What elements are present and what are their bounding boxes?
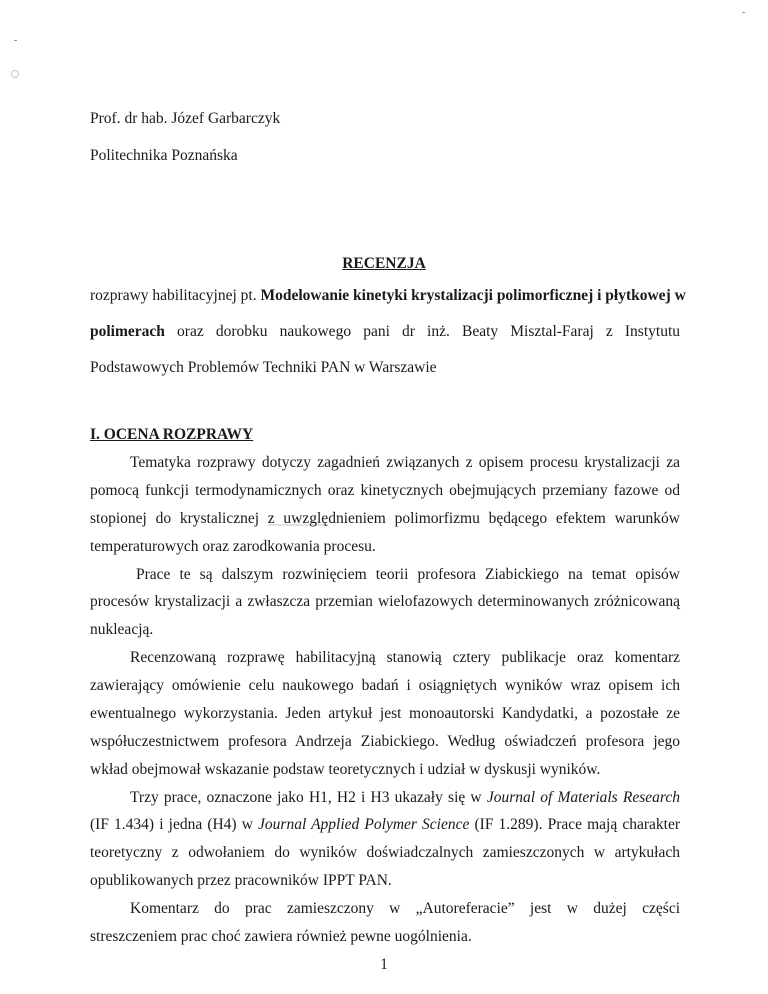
para4-line-1 xyxy=(130,789,680,807)
para2-line-3: nukleacją. xyxy=(90,621,154,638)
para4-line-3: teoretyczny z odwołaniem do wyników doświadczalnych zamieszczonych w artykułach xyxy=(90,844,680,861)
para4-text-c: (IF 1.289). Prace mają charakter xyxy=(469,816,681,833)
para3-line-2: zawierający omówienie celu naukowego badań i osiągniętych wyników wraz opisem ich xyxy=(90,677,680,694)
para1-line-2: pomocą funkcji termodynamicznych oraz kinetycznych obejmujących przemiany fazowe od xyxy=(90,482,680,499)
page-number: 1 xyxy=(380,956,388,973)
author-name: Prof. dr hab. Józef Garbarczyk xyxy=(90,110,281,127)
para4-line-4: opublikowanych przez pracowników IPPT PAN. xyxy=(90,872,392,889)
para5-line-1: Komentarz do prac zamieszczony w „Autoreferacie” jest w dużej części xyxy=(130,900,680,917)
para4-line-2 xyxy=(90,816,680,834)
intro-line-1 xyxy=(90,287,686,305)
scan-mark-top-right xyxy=(742,12,745,13)
thesis-title-part-1: Modelowanie kinetyki krystalizacji polimorficznej i płytkowej w xyxy=(260,287,686,304)
para1-line-4: temperaturowych oraz zarodkowania procesu. xyxy=(90,538,376,555)
intro-prefix: rozprawy habilitacyjnej pt. xyxy=(90,287,261,304)
scan-mark-top-left xyxy=(14,40,17,41)
para5-line-2: streszczeniem prac choć zawiera również pewne uogólnienia. xyxy=(90,928,472,945)
intro-line-3: Podstawowych Problemów Techniki PAN w Warszawie xyxy=(90,359,437,376)
journal-materials-research: Journal of Materials Research xyxy=(486,789,680,806)
para4-text-a: Trzy prace, oznaczone jako H1, H2 i H3 ukazały się w xyxy=(130,789,487,806)
journal-applied-polymer-science: Journal Applied Polymer Science xyxy=(258,816,470,833)
thesis-title-part-2: polimerach xyxy=(90,323,165,340)
author-institution: Politechnika Poznańska xyxy=(90,147,238,164)
intro-line-2 xyxy=(90,323,680,341)
para3-line-4: współuczestnictwem profesora Andrzeja Ziabickiego. Według oświadczeń profesora jego xyxy=(90,733,680,750)
para3-line-5: wkład obejmował wskazanie podstaw teoretycznych i udział w dyskusji wyników. xyxy=(90,761,601,778)
section-heading-ocena: I. OCENA ROZPRAWY xyxy=(90,426,254,443)
para1-line-1: Tematyka rozprawy dotyczy zagadnień związanych z opisem procesu krystalizacji za xyxy=(130,454,680,471)
para2-line-2: procesów krystalizacji a zwłaszcza przemian wielofazowych determinowanych zróżnicowaną xyxy=(90,593,680,610)
para3-line-1: Recenzowaną rozprawę habilitacyjną stanowią cztery publikacje oraz komentarz xyxy=(130,649,680,666)
document-title: RECENZJA xyxy=(342,255,426,272)
para1-line-3: stopionej do krystalicznej z uwzględnieniem polimorfizmu będącego efektem warunków xyxy=(90,510,680,527)
scan-mark-hole xyxy=(11,70,19,78)
para3-line-3: ewentualnego wykorzystania. Jeden artykuł jest monoautorski Kandydatki, a pozostałe ze xyxy=(90,705,680,722)
para4-text-b: (IF 1.434) i jedna (H4) w xyxy=(90,816,259,833)
intro-text: oraz dorobku naukowego pani dr inż. Beaty Misztal-Faraj z Instytutu xyxy=(164,323,680,340)
para2-line-1: Prace te są dalszym rozwinięciem teorii profesora Ziabickiego na temat opisów xyxy=(136,566,680,583)
